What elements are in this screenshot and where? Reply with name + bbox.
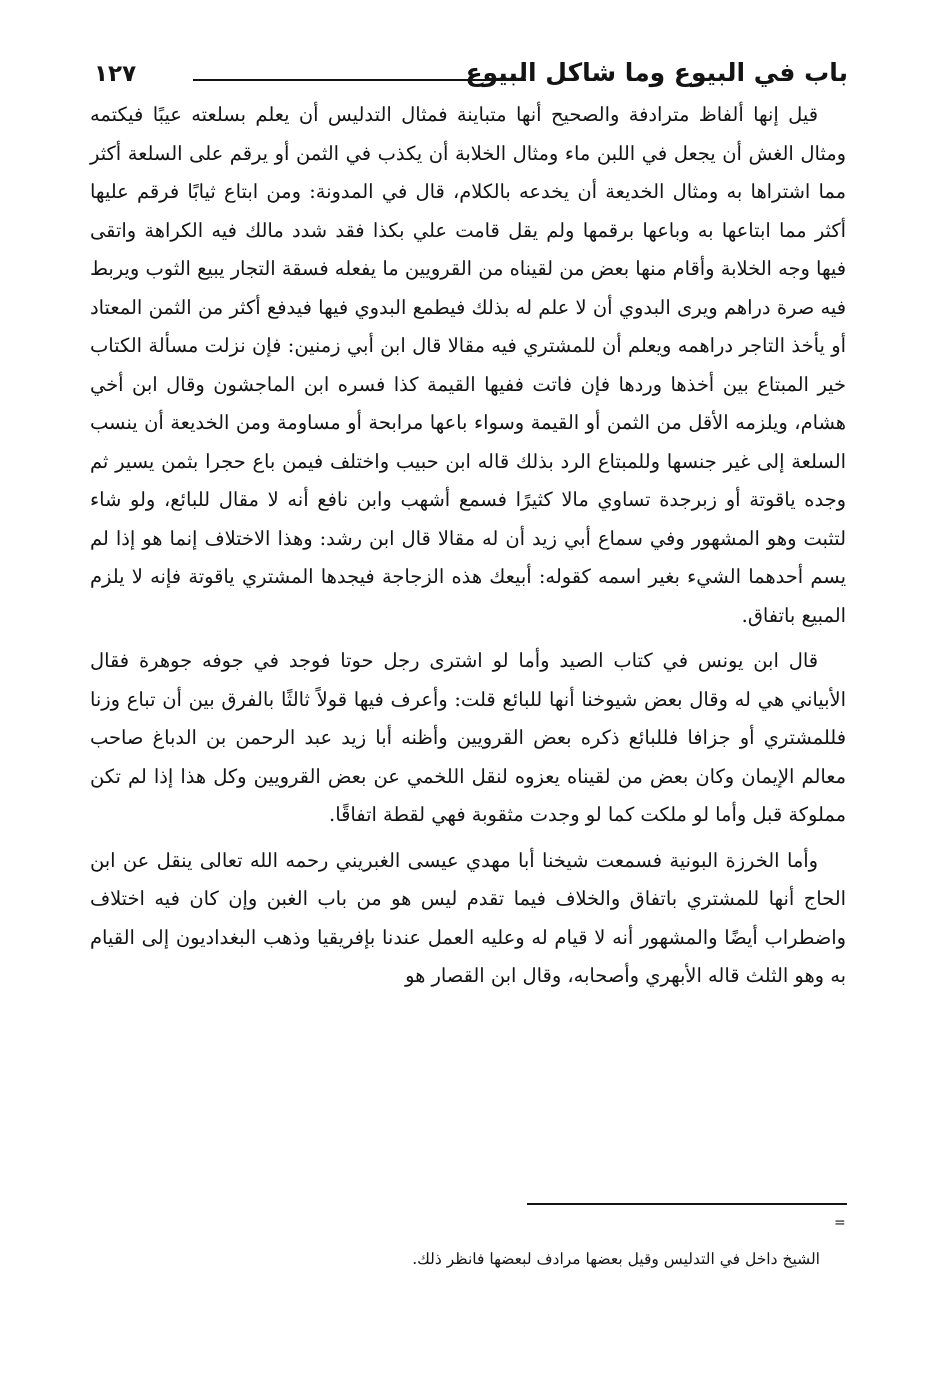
page-number: ١٢٧ xyxy=(94,61,137,87)
footnote-text: الشيخ داخل في التدليس وقيل بعضها مرادف لبعضها فانظر ذلك. xyxy=(412,1250,820,1268)
paragraph-3: وأما الخرزة البونية فسمعت شيخنا أبا مهدي عيسى الغبريني رحمه الله تعالى ينقل عن ابن الحاج أنها للمشتري باتفاق والخلاف فيما تقدم ليس هو من باب الغبن وإن كان فيه اختلاف واضطراب أيضًا والمشهور أنه لا قيام له وعليه العمل عندنا بإفريقيا وذهب البغداديون إلى القيام به وهو الثلث قاله الأبهري وأصحابه، وقال ابن القصار هو xyxy=(90,848,846,987)
footnote-rule xyxy=(527,1203,847,1205)
running-header xyxy=(88,52,848,94)
footnote-continuation-mark: = xyxy=(834,1215,846,1231)
paragraph-1: قيل إنها ألفاظ مترادفة والصحيح أنها متباينة فمثال التدليس أن يعلم بسلعته عيبًا فيكتمه ومثال الغش أن يجعل في اللبن ماء ومثال الخلابة أن يكذب في الثمن أو يرقم على السلعة أكثر مما اشتراها به ومثال الخديعة أن يخدعه بالكلام، قال في المدونة: ومن ابتاع ثيابًا فرقم عليها أكثر مما ابتاعها به وباعها برقمها ولم يقل قامت علي بكذا فقد شدد مالك فيه الكراهة واتقى فيها وجه الخلابة وأقام منها بعض من لقيناه من القرويين ما يفعله فسقة التجار يبيع الثوب ويربط فيه صرة دراهم ويرى البدوي أن لا علم له بذلك فيطمع البدوي فيها فيدفع أكثر من الثمن المعتاد أو يأخذ التاجر دراهمه ويعلم أن للمشتري فيه مقالا قال ابن أبي زمنين: فإن نزلت مسألة الكتاب خير المبتاع بين أخذها وردها فإن فاتت ففيها القيمة كذا فسره ابن الماجشون وقال ابن أخي هشام، ويلزمه الأقل من الثمن أو القيمة وسواء باعها مرابحة أو مساومة ومن الخديعة أن ينسب السلعة إلى غير جنسها وللمبتاع الرد بذلك قاله ابن حبيب واختلف فيمن باع حجرا بثمن يسير ثم وجده ياقوتة أو زبرجدة تساوي مالا كثيرًا فسمع أشهب وابن نافع أنه لا مقال للبائع، ولو شاء لتثبت وهو المشهور وفي سماع أبي زيد أن له مقالا قال ابن رشد: وهذا الاختلاف إنما هو إذا لم يسم أحدهما الشيء بغير اسمه كقوله: أبيعك هذه الزجاجة فيجدها المشتري ياقوتة فإنه لا يلزم المبيع باتفاق. xyxy=(90,103,846,627)
main-text xyxy=(90,96,846,996)
paragraph-2: قال ابن يونس في كتاب الصيد وأما لو اشترى رجل حوتا فوجد في جوفه جوهرة فقال الأبياني هي له وقال بعض شيوخنا أنها للبائع قلت: وأعرف فيها قولاً ثالثًا بالفرق بين أن تباع وزنا فللمشتري أو جزافا فللبائع ذكره بعض القرويين وأظنه أبا زيد عبد الرحمن بن الدباغ صاحب معالم الإيمان وكان بعض من لقيناه يعزوه لنقل اللخمي عن بعض القرويين وكل هذا إذا لم تكن مملوكة قبل وأما لو ملكت كما لو وجدت مثقوبة فهي لقطة اتفاقًا. xyxy=(90,649,846,826)
header-rule xyxy=(193,79,526,81)
chapter-title: باب في البيوع وما شاكل البيوع xyxy=(465,58,848,87)
